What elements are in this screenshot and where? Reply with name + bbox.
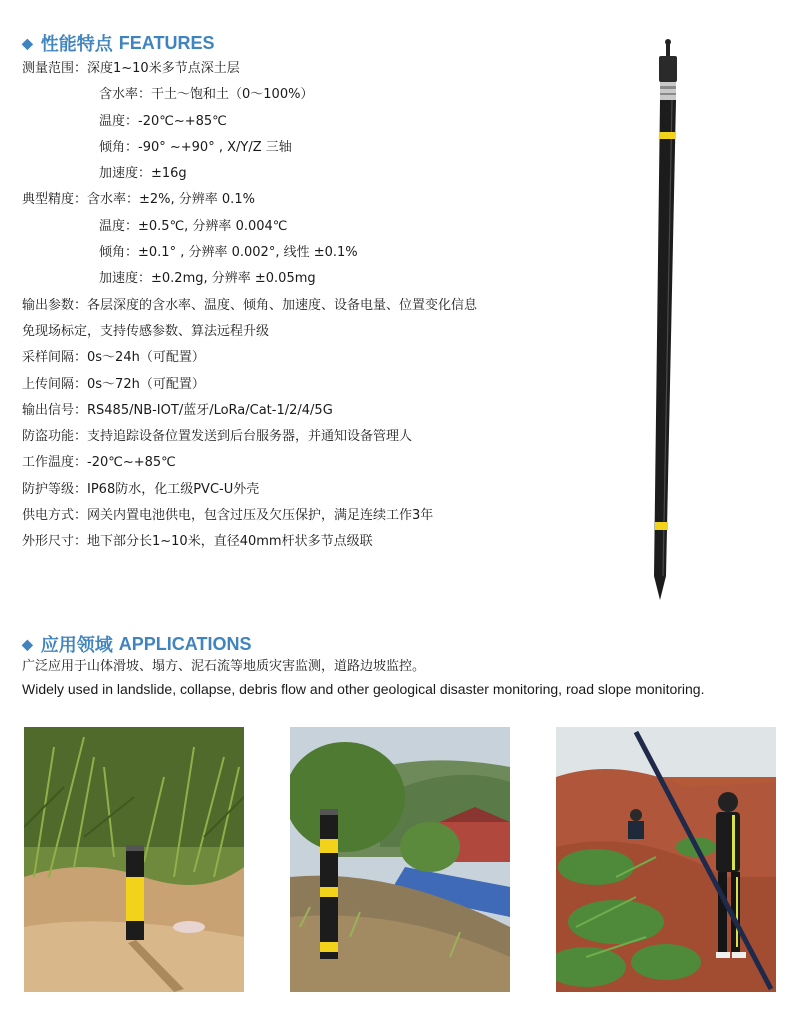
feature-row: 加速度：±0.2mg, 分辨率 ±0.05mg [99,271,316,287]
feature-row: 防盗功能：支持追踪设备位置发送到后台服务器，并通知设备管理人 [22,429,413,445]
feature-row: 温度：-20℃~+85℃ [99,113,227,129]
probe-band-top [659,132,676,139]
applications-desc-cn: 广泛应用于山体滑坡、塌方、泥石流等地质灾害监测，道路边坡监控。 [22,659,426,674]
feature-row: 免现场标定，支持传感参数、算法远程升级 [22,323,270,339]
application-photo-hillside [290,727,510,992]
feature-row: 输出信号：RS485/NB-IOT/蓝牙/LoRa/Cat-1/2/4/5G [22,402,333,418]
feature-row: 加速度：±16g [99,166,187,182]
applications-heading-en: APPLICATIONS [118,633,252,654]
feature-row: 测量范围：深度1~10米多节点深土层 [22,61,240,76]
feature-row: 工作温度：-20℃~+85℃ [22,455,176,471]
feature-row: 倾角：-90° ~+90° , X/Y/Z 三轴 [99,139,292,155]
diamond-bullet-icon: ◆ [22,635,33,652]
application-photo-grass [24,727,244,992]
features-heading-en: FEATURES [118,32,215,53]
diamond-bullet-icon: ◆ [22,34,33,51]
feature-row: 采样间隔：0s～24h（可配置） [22,350,205,366]
features-heading-cn: 性能特点 [40,34,113,55]
feature-row: 供电方式：网关内置电池供电，包含过压及欠压保护，满足连续工作3年 [22,508,434,524]
feature-row: 上传间隔：0s～72h（可配置） [22,376,205,392]
applications-heading [22,631,251,657]
feature-row: 温度：±0.5℃, 分辨率 0.004℃ [99,218,288,234]
applications-description [22,656,782,700]
applications-heading-cn: 应用领域 [40,635,113,656]
probe-label [660,82,676,100]
probe-head [659,56,677,82]
application-photo-slope-install [556,727,776,992]
features-list [22,56,622,556]
probe-rod-image [620,36,710,606]
applications-desc-en: Widely used in landslide, collapse, debris flow and other geological disaster monitoring, road slope monitoring. [22,681,705,697]
feature-row: 外形尺寸：地下部分长1~10米，直径40mm杆状多节点级联 [22,534,373,550]
feature-row: 防护等级：IP68防水，化工级PVC-U外壳 [22,481,260,497]
probe-body [654,100,676,576]
probe-band-bottom [655,522,668,530]
features-heading [22,30,214,56]
feature-row: 输出参数：各层深度的含水率、温度、倾角、加速度、设备电量、位置变化信息 [22,297,478,313]
feature-row: 典型精度：含水率：±2%, 分辨率 0.1% [22,192,255,208]
probe-in-ground [320,809,338,959]
feature-row: 含水率：干土～饱和土（0～100%） [99,87,314,103]
probe-tip [654,576,666,600]
feature-row: 倾角：±0.1° , 分辨率 0.002°, 线性 ±0.1% [99,245,358,261]
